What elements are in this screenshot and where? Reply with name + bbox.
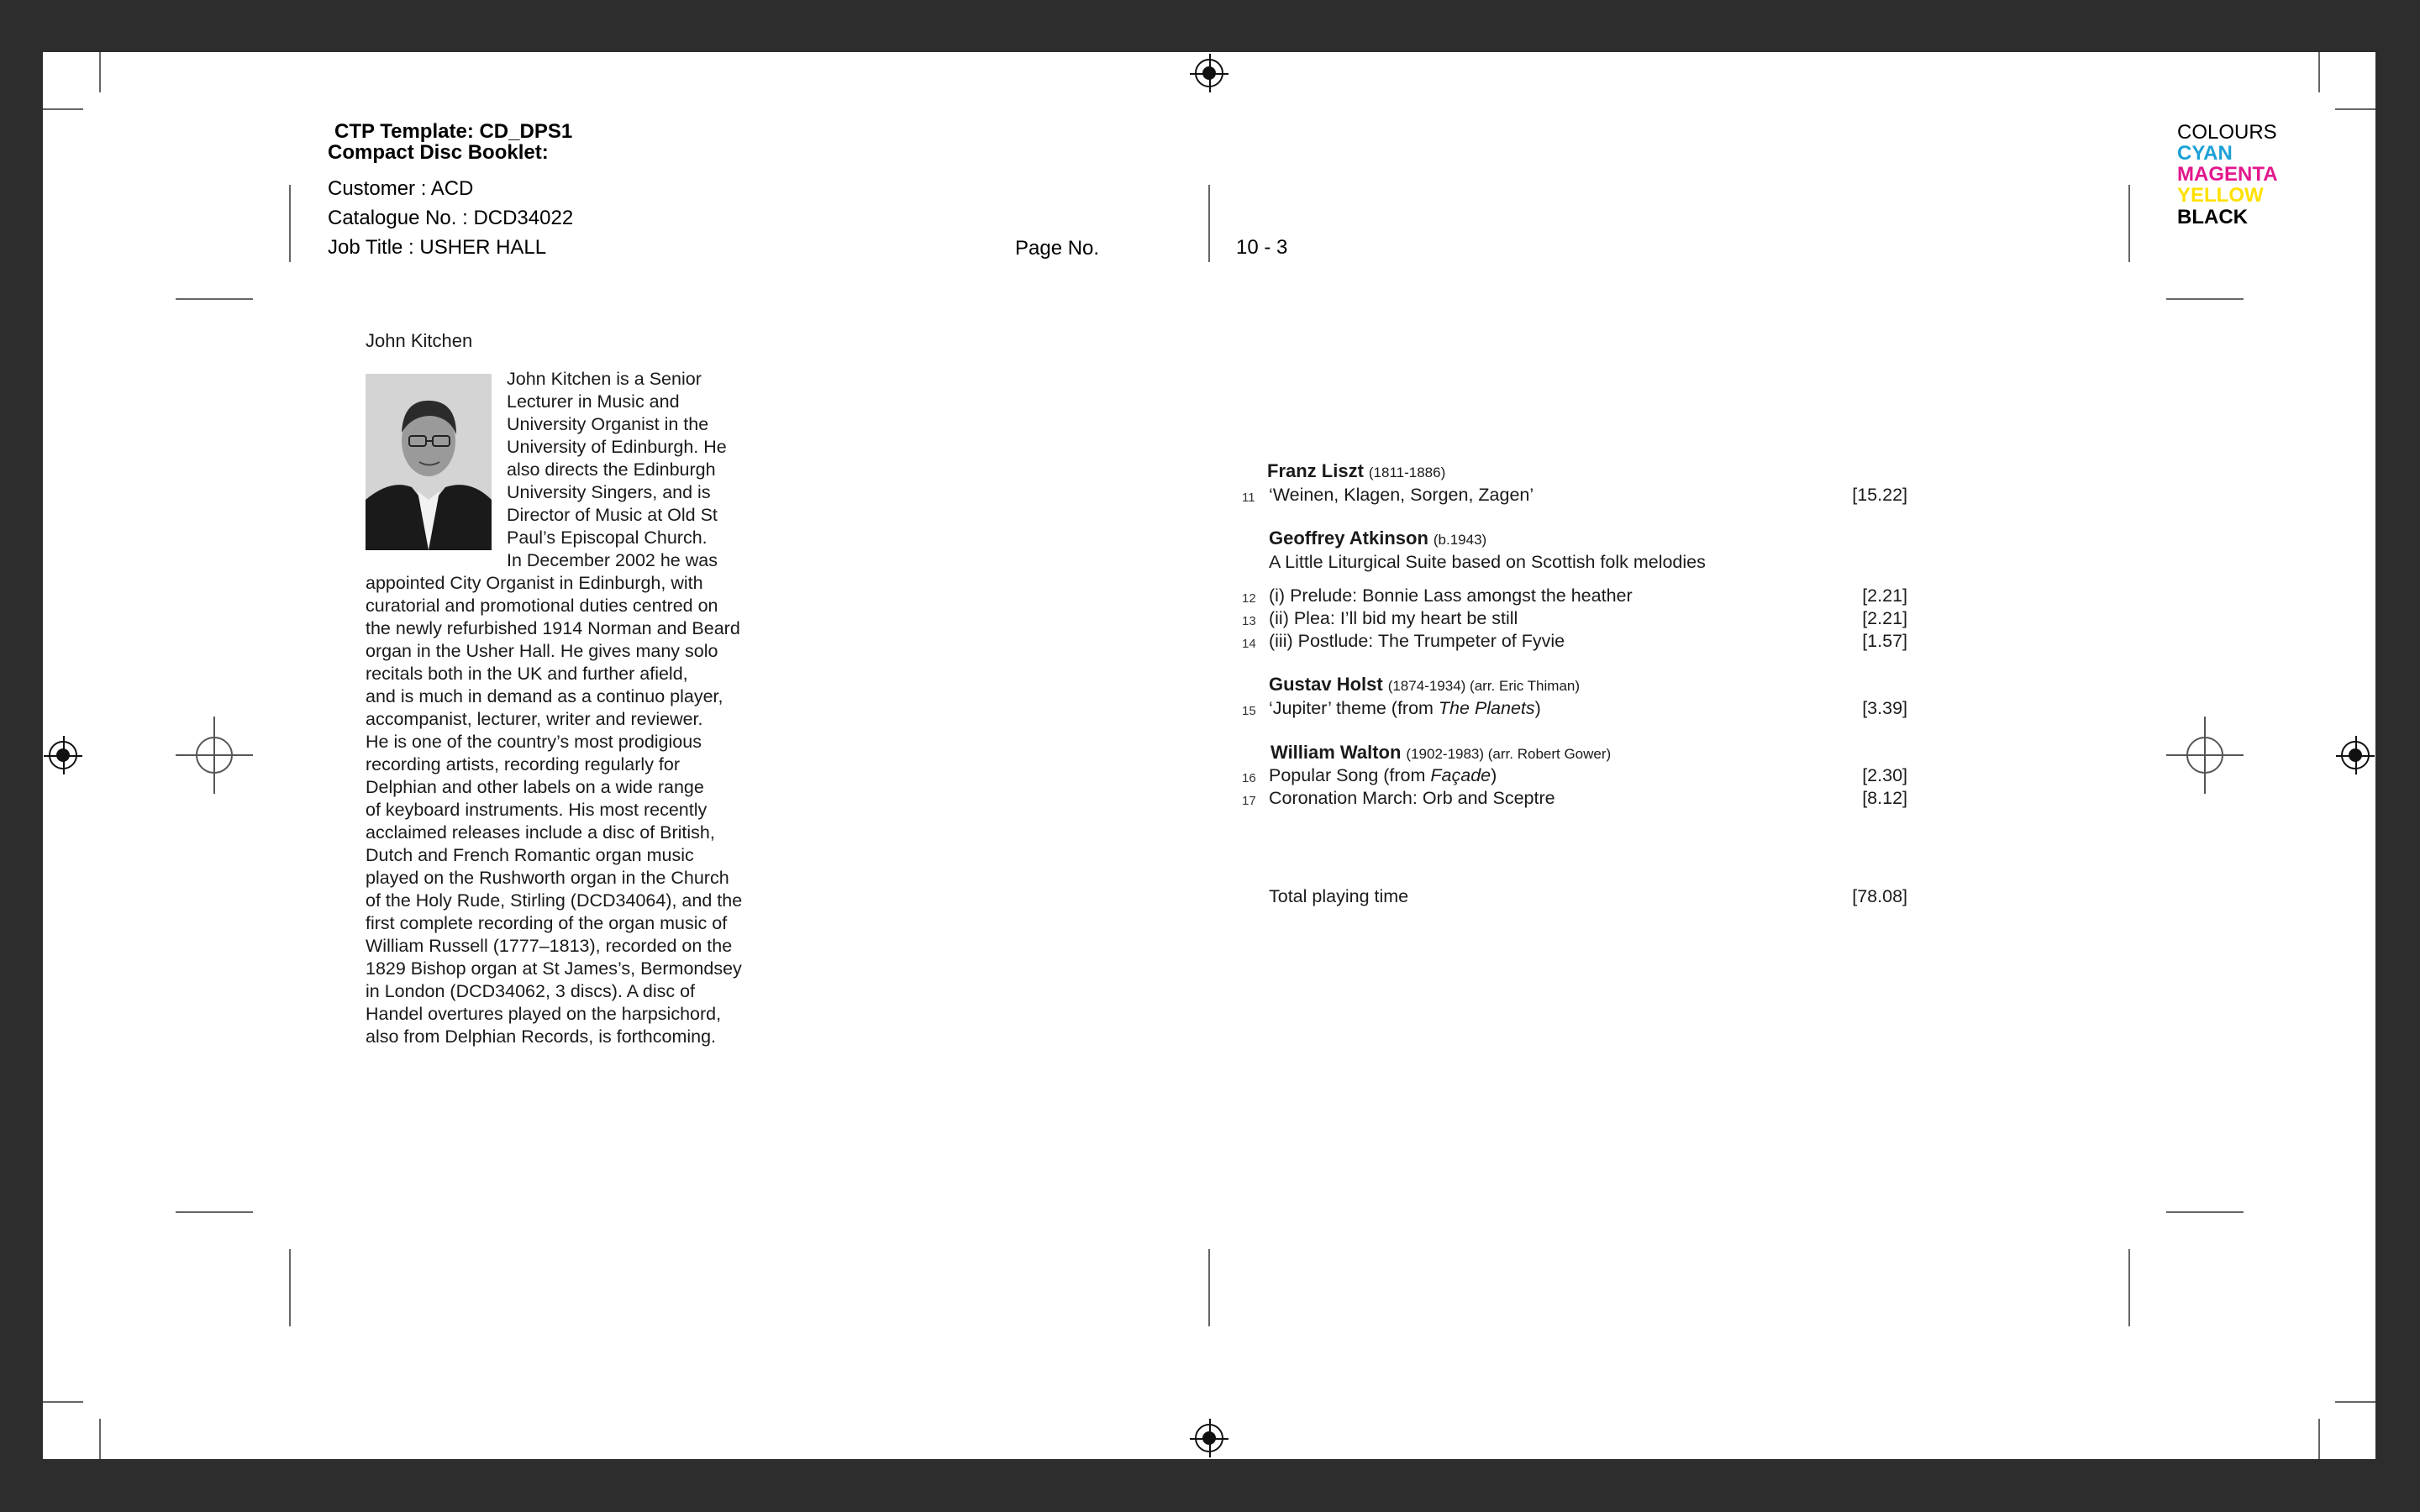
composer-name: Geoffrey Atkinson: [1269, 528, 1428, 549]
track-title: (ii) Plea: I’ll bid my heart be still: [1269, 608, 1518, 628]
colour-cyan: CYAN: [2177, 142, 2233, 165]
track-duration: [2.21]: [1862, 608, 1907, 628]
total-playing-time-value: [78.08]: [1852, 886, 1907, 906]
ctp-template-label: CTP Template: CD_DPS1: [334, 120, 573, 143]
bio-line: Director of Music at Old St: [507, 505, 718, 525]
composer-dates: (1811-1886): [1368, 465, 1446, 480]
bio-line: organ in the Usher Hall. He gives many solo: [366, 641, 718, 661]
bio-line: first complete recording of the organ music of: [366, 913, 728, 933]
bio-line: of the Holy Rude, Stirling (DCD34064), and the: [366, 890, 743, 911]
track-title: [1269, 765, 1497, 786]
bio-name: John Kitchen: [366, 330, 473, 351]
bio-line: in London (DCD34062, 3 discs). A disc of: [366, 981, 695, 1001]
booklet-label: Compact Disc Booklet:: [328, 141, 549, 164]
catalogue-label: Catalogue No. : DCD34022: [328, 207, 574, 229]
bio-line: played on the Rushworth organ in the Church: [366, 868, 729, 888]
track-number: 12: [1242, 591, 1256, 606]
track-number: 14: [1242, 637, 1256, 651]
colour-magenta: MAGENTA: [2177, 163, 2278, 186]
bio-line: William Russell (1777–1813), recorded on the: [366, 936, 733, 956]
track-number: 13: [1242, 614, 1256, 628]
track-duration: [15.22]: [1852, 485, 1907, 505]
bio-line: of keyboard instruments. His most recently: [366, 800, 708, 820]
composer-name: Franz Liszt: [1267, 460, 1364, 481]
holst-heading: [1269, 674, 1580, 696]
track-number: 16: [1242, 771, 1256, 785]
title-italic: The Planets: [1438, 698, 1535, 718]
track-title: (i) Prelude: Bonnie Lass amongst the heather: [1269, 585, 1633, 606]
track-duration: [3.39]: [1862, 698, 1907, 718]
bio-line: John Kitchen is a Senior: [507, 369, 702, 389]
track-title: [1269, 698, 1541, 719]
colours-title: COLOURS: [2177, 121, 2277, 144]
bio-line: Lecturer in Music and: [507, 391, 680, 412]
job-title-label: Job Title : USHER HALL: [328, 236, 547, 259]
total-playing-time-label: Total playing time: [1269, 886, 1409, 906]
page-no-label: Page No.: [1015, 237, 1100, 260]
portrait-image: [366, 374, 492, 550]
bio-line: Paul’s Episcopal Church.: [507, 528, 708, 548]
bio-line: Delphian and other labels on a wide range: [366, 777, 704, 797]
track-number: 15: [1242, 704, 1256, 718]
title-part: ): [1534, 698, 1541, 718]
bio-line: Dutch and French Romantic organ music: [366, 845, 694, 865]
title-part: ): [1491, 765, 1497, 785]
colour-yellow: YELLOW: [2177, 184, 2264, 207]
composer-dates: (1874-1934) (arr. Eric Thiman): [1387, 678, 1581, 694]
customer-label: Customer : ACD: [328, 177, 474, 200]
bio-line: curatorial and promotional duties centred on: [366, 596, 718, 616]
track-duration: [8.12]: [1862, 788, 1907, 808]
track-number: 17: [1242, 794, 1256, 808]
bio-line: Handel overtures played on the harpsichord,: [366, 1004, 722, 1024]
bio-line: accompanist, lecturer, writer and reviewer.: [366, 709, 703, 729]
bio-line: and is much in demand as a continuo player,: [366, 686, 723, 706]
bio-line: also from Delphian Records, is forthcoming.: [366, 1026, 717, 1047]
bio-line: recording artists, recording regularly for: [366, 754, 681, 774]
track-duration: [1.57]: [1862, 631, 1907, 651]
bio-line: the newly refurbished 1914 Norman and Beard: [366, 618, 740, 638]
bio-line: acclaimed releases include a disc of British,: [366, 822, 715, 843]
composer-dates: (b.1943): [1433, 532, 1487, 548]
track-duration: [2.21]: [1862, 585, 1907, 606]
bio-line: also directs the Edinburgh: [507, 459, 716, 480]
composer-name: William Walton: [1270, 742, 1402, 763]
colour-black: BLACK: [2177, 206, 2248, 228]
atkinson-heading: [1269, 528, 1486, 549]
bio-line: He is one of the country’s most prodigious: [366, 732, 702, 752]
bio-line: University Singers, and is: [507, 482, 711, 502]
composer-dates: (1902-1983) (arr. Robert Gower): [1406, 746, 1612, 762]
track-duration: [2.30]: [1862, 765, 1907, 785]
title-italic: Façade: [1430, 765, 1491, 785]
track-number: 11: [1242, 491, 1255, 505]
bio-line: appointed City Organist in Edinburgh, with: [366, 573, 703, 593]
title-part: Popular Song (from: [1269, 765, 1431, 785]
page-no-value: 10 - 3: [1236, 236, 1288, 259]
bio-line: In December 2002 he was: [507, 550, 718, 570]
walton-heading: [1270, 742, 1611, 764]
track-title: ‘Weinen, Klagen, Sorgen, Zagen’: [1269, 485, 1534, 505]
track-title: (iii) Postlude: The Trumpeter of Fyvie: [1269, 631, 1565, 651]
bio-line: 1829 Bishop organ at St James’s, Bermondsey: [366, 958, 742, 979]
composer-name: Gustav Holst: [1269, 674, 1383, 695]
track-title: Coronation March: Orb and Sceptre: [1269, 788, 1555, 808]
liszt-heading: [1267, 460, 1445, 482]
portrait-photo: [366, 374, 492, 550]
suite-title: A Little Liturgical Suite based on Scottish folk melodies: [1269, 552, 1706, 572]
bio-line: recitals both in the UK and further afield,: [366, 664, 688, 684]
bio-line: University of Edinburgh. He: [507, 437, 727, 457]
title-part: ‘Jupiter’ theme (from: [1269, 698, 1439, 718]
bio-line: University Organist in the: [507, 414, 709, 434]
